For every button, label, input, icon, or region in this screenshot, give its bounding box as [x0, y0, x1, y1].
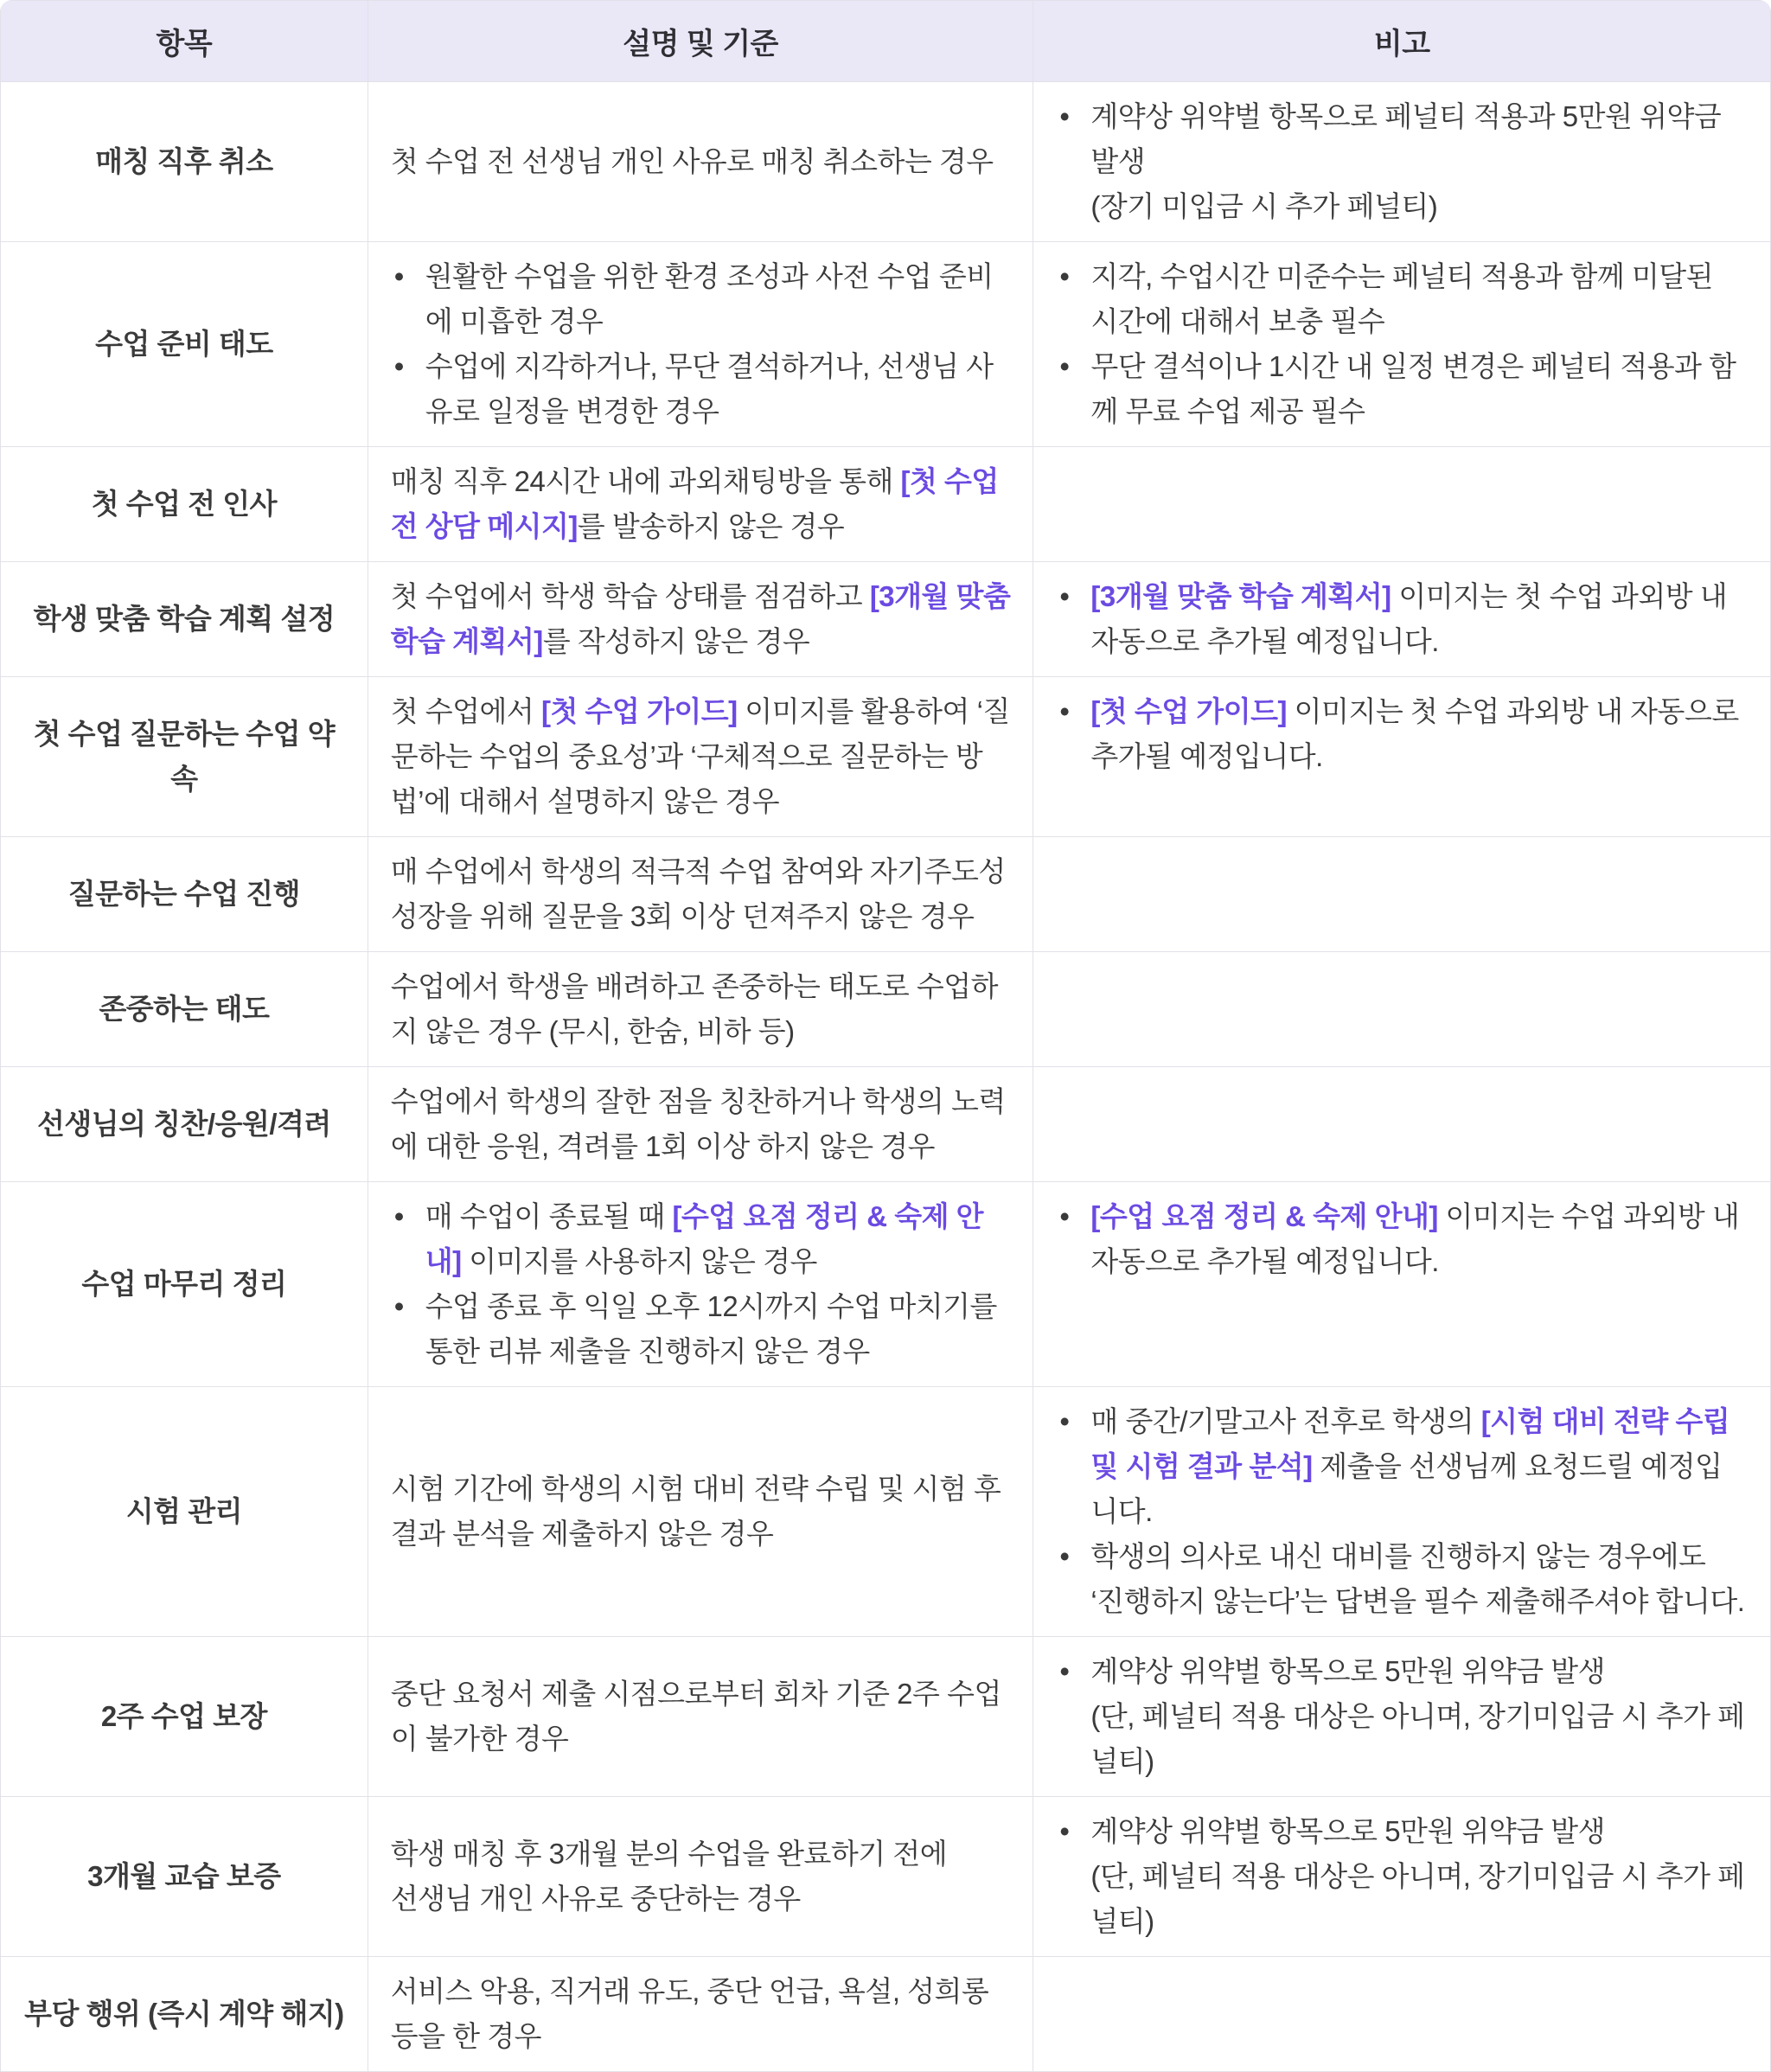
bullet-icon: •: [1059, 1405, 1070, 1437]
item-label: 매칭 직후 취소: [95, 145, 273, 177]
table-row: [1, 677, 1771, 837]
bullet-line: [1056, 689, 1748, 779]
desc-cell: [368, 242, 1033, 447]
line-text: 수업에서 학생을 배려하고 존중하는 태도로 수업하지 않은 경우 (무시, 한숨, 비하 등): [390, 970, 999, 1047]
line-text: [3개월 맞춤 학습 계획서] 이미지는 첫 수업 과외방 내 자동으로 추가될 예정입니다.: [1090, 580, 1728, 657]
bullet-line: [1056, 94, 1748, 229]
line-text: 수업에 지각하거나, 무단 결석하거나, 선생님 사유로 일정을 변경한 경우: [425, 350, 994, 427]
table-row: [1, 1797, 1771, 1957]
item-label: 수업 준비 태도: [95, 328, 273, 360]
item-cell: [1, 952, 368, 1067]
header-cell-criteria: 설명 및 기준: [368, 1, 1033, 82]
table-body: [1, 82, 1771, 2072]
desc-cell: [368, 1957, 1033, 2072]
bullet-icon: •: [1059, 1815, 1070, 1847]
note-cell: [1033, 677, 1771, 837]
item-cell: [1, 1182, 368, 1387]
desc-cell: [368, 82, 1033, 242]
text-line: [391, 139, 1011, 184]
text-line: [391, 849, 1011, 939]
desc-cell: [368, 1067, 1033, 1182]
line-text: 수업 종료 후 익일 오후 12시까지 수업 마치기를 통한 리뷰 제출을 진행하지 않은 경우: [425, 1290, 997, 1367]
text-line: [391, 1969, 1011, 2059]
bullet-line: [1056, 1649, 1748, 1784]
line-text: 중단 요청서 제출 시점으로부터 회차 기준 2주 수업이 불가한 경우: [390, 1678, 1001, 1755]
item-cell: [1, 1957, 368, 2072]
bullet-icon: •: [1059, 1540, 1070, 1572]
table-row: [1, 1182, 1771, 1387]
line-text: 매 수업에서 학생의 적극적 수업 참여와 자기주도성 성장을 위해 질문을 3회 이상 던져주지 않은 경우: [390, 855, 1006, 932]
text-line: [391, 1832, 1011, 1922]
note-cell: [1033, 82, 1771, 242]
desc-cell: [368, 562, 1033, 677]
bullet-icon: •: [1059, 350, 1070, 382]
header-cell-note: 비고: [1033, 1, 1771, 82]
table-row: [1, 1387, 1771, 1637]
bullet-line: [1056, 254, 1748, 344]
line-text: 첫 수업 전 선생님 개인 사유로 매칭 취소하는 경우: [390, 145, 994, 177]
item-label: 시험 관리: [125, 1495, 242, 1527]
line-text: 첫 수업에서 학생 학습 상태를 점검하고 [3개월 맞춤 학습 계획서]를 작성하지 않은 경우: [390, 580, 1011, 657]
note-cell: [1033, 837, 1771, 952]
table-row: [1, 562, 1771, 677]
item-label: 질문하는 수업 진행: [67, 878, 301, 910]
bullet-icon: •: [1059, 695, 1070, 727]
item-cell: [1, 1637, 368, 1797]
table-row: [1, 1957, 1771, 2072]
header-cell-item: 항목: [1, 1, 368, 82]
item-cell: [1, 562, 368, 677]
bullet-line: [1056, 1809, 1748, 1944]
line-text: 첫 수업에서 [첫 수업 가이드] 이미지를 활용하여 ‘질문하는 수업의 중요성’과 ‘구체적으로 질문하는 방법’에 대해서 설명하지 않은 경우: [390, 695, 1010, 817]
bullet-icon: •: [1059, 1200, 1070, 1232]
line-text: 원활한 수업을 위한 환경 조성과 사전 수업 준비에 미흡한 경우: [425, 260, 994, 337]
text-line: [391, 964, 1011, 1054]
note-cell: [1033, 1387, 1771, 1637]
table-row: [1, 1067, 1771, 1182]
note-cell: [1033, 1797, 1771, 1957]
note-cell: [1033, 1957, 1771, 2072]
line-text: 매 수업이 종료될 때 [수업 요점 정리 & 숙제 안내] 이미지를 사용하지 않은 경우: [425, 1200, 984, 1277]
desc-cell: [368, 1637, 1033, 1797]
desc-cell: [368, 837, 1033, 952]
note-cell: [1033, 952, 1771, 1067]
note-cell: [1033, 447, 1771, 562]
table-row: [1, 952, 1771, 1067]
bullet-line: [1056, 344, 1748, 434]
desc-cell: [368, 1797, 1033, 1957]
item-cell: [1, 837, 368, 952]
table-row: [1, 1637, 1771, 1797]
note-cell: [1033, 1182, 1771, 1387]
desc-cell: [368, 1387, 1033, 1637]
line-text: 지각, 수업시간 미준수는 페널티 적용과 함께 미달된 시간에 대해서 보충 필수: [1090, 260, 1714, 337]
item-label: 첫 수업 질문하는 수업 약속: [33, 718, 336, 795]
bullet-line: [391, 254, 1011, 344]
table-row: [1, 447, 1771, 562]
line-text: 시험 기간에 학생의 시험 대비 전략 수립 및 시험 후 결과 분석을 제출하지 않은 경우: [390, 1473, 1001, 1550]
item-label: 존중하는 태도: [99, 993, 270, 1025]
bullet-icon: •: [1059, 100, 1070, 132]
bullet-icon: •: [393, 260, 404, 292]
text-line: [391, 1672, 1011, 1762]
line-text: 매 중간/기말고사 전후로 학생의 [시험 대비 전략 수립 및 시험 결과 분석] 제출을 선생님께 요청드릴 예정입니다.: [1090, 1405, 1730, 1527]
bullet-line: [391, 344, 1011, 434]
item-cell: [1, 1067, 368, 1182]
bullet-line: [1056, 1194, 1748, 1284]
note-cell: [1033, 562, 1771, 677]
item-cell: [1, 1387, 368, 1637]
item-cell: [1, 447, 368, 562]
bullet-icon: •: [393, 1200, 404, 1232]
desc-cell: [368, 677, 1033, 837]
line-text: 무단 결석이나 1시간 내 일정 변경은 페널티 적용과 함께 무료 수업 제공 필수: [1090, 350, 1736, 427]
bullet-icon: •: [393, 350, 404, 382]
item-cell: [1, 242, 368, 447]
line-text: [첫 수업 가이드] 이미지는 첫 수업 과외방 내 자동으로 추가될 예정입니다.: [1090, 695, 1739, 772]
table-row: [1, 82, 1771, 242]
line-text: 계약상 위약벌 항목으로 5만원 위약금 발생 (단, 페널티 적용 대상은 아니며, 장기미입금 시 추가 페널티): [1090, 1655, 1745, 1777]
bullet-line: [391, 1194, 1011, 1284]
table-row: [1, 837, 1771, 952]
item-cell: [1, 82, 368, 242]
note-cell: [1033, 242, 1771, 447]
bullet-line: [1056, 1399, 1748, 1534]
bullet-icon: •: [1059, 1655, 1070, 1687]
line-text: 수업에서 학생의 잘한 점을 칭찬하거나 학생의 노력에 대한 응원, 격려를 1회 이상 하지 않은 경우: [390, 1085, 1006, 1162]
bullet-icon: •: [1059, 580, 1070, 612]
item-cell: [1, 1797, 368, 1957]
line-text: 매칭 직후 24시간 내에 과외채팅방을 통해 [첫 수업 전 상담 메시지]를 발송하지 않은 경우: [390, 465, 999, 542]
desc-cell: [368, 447, 1033, 562]
item-label: 학생 맞춤 학습 계획 설정: [33, 603, 336, 635]
bullet-line: [1056, 1534, 1748, 1624]
text-line: [391, 1079, 1011, 1169]
bullet-line: [391, 1284, 1011, 1374]
line-text: 학생의 의사로 내신 대비를 진행하지 않는 경우에도 ‘진행하지 않는다’는 답변을 필수 제출해주셔야 합니다.: [1090, 1540, 1745, 1617]
bullet-icon: •: [393, 1290, 404, 1322]
bullet-line: [1056, 574, 1748, 664]
note-cell: [1033, 1637, 1771, 1797]
line-text: 학생 매칭 후 3개월 분의 수업을 완료하기 전에 선생님 개인 사유로 중단하는 경우: [390, 1838, 948, 1915]
bullet-icon: •: [1059, 260, 1070, 292]
table-row: [1, 242, 1771, 447]
desc-cell: [368, 1182, 1033, 1387]
note-cell: [1033, 1067, 1771, 1182]
item-label: 3개월 교습 보증: [87, 1860, 281, 1892]
text-line: [391, 1467, 1011, 1557]
desc-cell: [368, 952, 1033, 1067]
item-label: 부당 행위 (즉시 계약 해지): [24, 1998, 344, 2030]
text-line: [391, 459, 1011, 549]
item-cell: [1, 677, 368, 837]
item-label: 2주 수업 보장: [100, 1700, 267, 1732]
item-label: 수업 마무리 정리: [81, 1268, 287, 1300]
text-line: [391, 689, 1011, 824]
text-line: [391, 574, 1011, 664]
line-text: [수업 요점 정리 & 숙제 안내] 이미지는 수업 과외방 내 자동으로 추가될 예정입니다.: [1090, 1200, 1740, 1277]
table-header-row: [1, 1, 1771, 82]
item-label: 선생님의 칭찬/응원/격려: [36, 1108, 331, 1140]
line-text: 계약상 위약벌 항목으로 페널티 적용과 5만원 위약금 발생 (장기 미입금 시 추가 페널티): [1090, 100, 1722, 222]
line-text: 계약상 위약벌 항목으로 5만원 위약금 발생 (단, 페널티 적용 대상은 아니며, 장기미입금 시 추가 페널티): [1090, 1815, 1745, 1937]
item-label: 첫 수업 전 인사: [91, 488, 278, 520]
line-text: 서비스 악용, 직거래 유도, 중단 언급, 욕설, 성희롱 등을 한 경우: [390, 1975, 989, 2052]
